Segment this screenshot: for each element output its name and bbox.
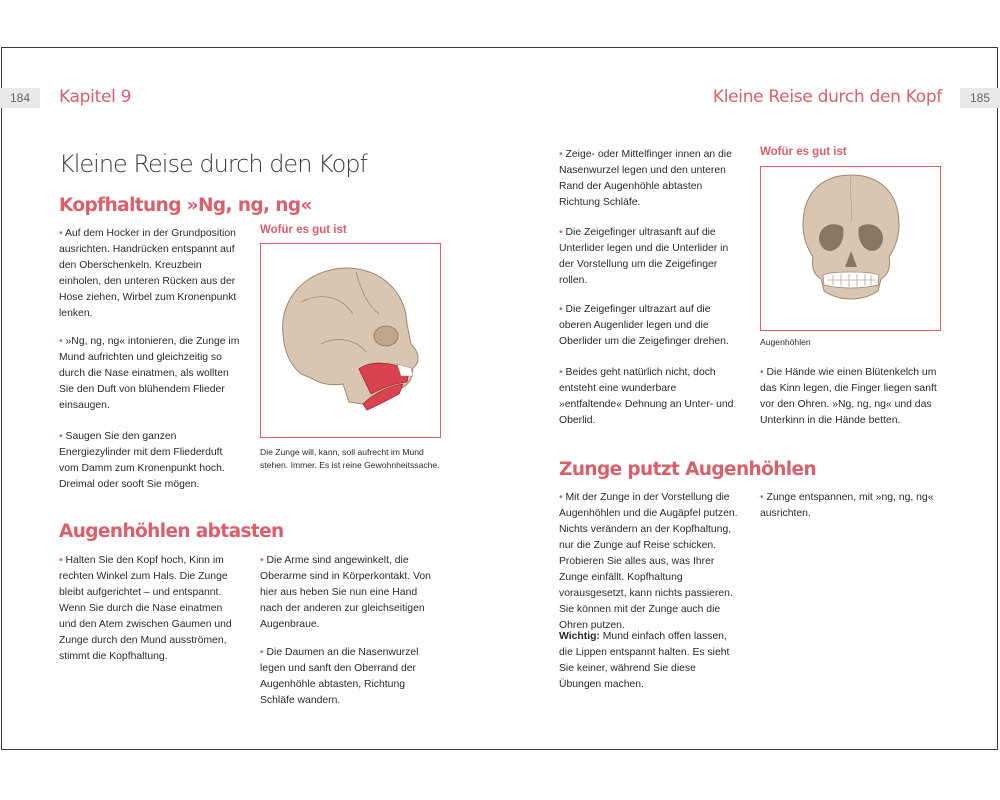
paragraph-text: Auf dem Hocker in der Grundposition ausrichten. Handrücken entspannt auf den Oberschenkeln. Kreuzbein einholen, den unteren Rücken aus der Hose ziehen, Wirbel zum Kronenpunkt lenken.: [59, 228, 237, 319]
bullet: •: [559, 304, 563, 315]
warning-paragraph: [559, 629, 740, 693]
bullet: •: [59, 555, 63, 566]
bullet: •: [59, 228, 63, 239]
paragraph-text: Zunge entspannen, mit »ng, ng, ng« ausrichten.: [760, 492, 934, 519]
warning-text: Mund einfach offen lassen, die Lippen entspannt halten. Es sieht Sie keiner, während Sie diese Übungen machen.: [559, 631, 730, 690]
page-number-right: 185: [960, 88, 1000, 108]
bullet: •: [59, 336, 63, 347]
skull-front-illustration: [761, 167, 940, 330]
section-heading-augenhoehlen: Augenhöhlen abtasten: [59, 521, 284, 542]
skull-front-figure: [760, 166, 941, 331]
skull-side-figure: [260, 243, 441, 438]
bullet: •: [760, 492, 764, 503]
bullet: •: [559, 367, 563, 378]
page-title: Kleine Reise durch den Kopf: [59, 150, 367, 178]
paragraph: [260, 553, 441, 633]
paragraph-text: Saugen Sie den ganzen Energiezylinder mit dem Fliederduft vom Damm zum Kronenpunkt hoch. Dreimal oder sooft Sie mögen.: [59, 431, 225, 490]
warning-label: Wichtig:: [559, 631, 600, 642]
paragraph: [59, 226, 240, 322]
paragraph: [559, 490, 740, 634]
paragraph: [559, 302, 740, 350]
paragraph-text: Die Zeigefinger ultrasanft auf die Unterlider legen und die Unterlider in der Vorstellung um die Zeigefinger rollen.: [559, 227, 729, 286]
figure-caption-right: Augenhöhlen: [760, 337, 811, 347]
paragraph: [59, 429, 240, 493]
paragraph: [59, 553, 240, 665]
section-heading-zunge: Zunge putzt Augenhöhlen: [559, 459, 817, 480]
section-heading-kopfhaltung: Kopfhaltung »Ng, ng, ng«: [59, 195, 312, 216]
paragraph-text: Mit der Zunge in der Vorstellung die Augenhöhlen und die Augäpfel putzen. Nichts verändern an der Kopfhaltung, nur die Zunge auf Reise schicken. Probieren Sie alles aus, was Ihrer Zunge einfällt. Kopfhaltung vorausgesetzt, kann nichts passieren. Sie können mit der Zunge auch die Ohren putzen.: [559, 492, 738, 631]
bullet: •: [59, 431, 63, 442]
figure-label-right: Wofür es gut ist: [760, 146, 847, 158]
paragraph: [559, 365, 740, 429]
bullet: •: [559, 492, 563, 503]
figure-label-left: Wofür es gut ist: [260, 224, 347, 236]
paragraph: [260, 645, 441, 709]
bullet: •: [559, 227, 563, 238]
skull-side-illustration: [261, 244, 440, 437]
paragraph-text: Die Arme sind angewinkelt, die Oberarme sind in Körperkontakt. Von hier aus heben Sie nun eine Hand nach der anderen zur gleichseitigen Augenbraue.: [260, 555, 431, 630]
paragraph: [760, 365, 942, 429]
bullet: •: [559, 149, 563, 160]
paragraph-text: Die Daumen an die Nasenwurzel legen und sanft den Oberrand der Augenhöhle abtasten, Richtung Schläfe wandern.: [260, 647, 419, 706]
paragraph-text: Zeige- oder Mittelfinger innen an die Nasenwurzel legen und den unteren Rand der Augenhöhle abtasten Richtung Schläfe.: [559, 149, 732, 208]
paragraph: [559, 147, 740, 211]
paragraph: [559, 225, 740, 289]
paragraph-text: Beides geht natürlich nicht, doch entsteht eine wunderbare »entfaltende« Dehnung an Unter- und Oberlid.: [559, 367, 734, 426]
running-head-right: Kleine Reise durch den Kopf: [712, 87, 942, 107]
bullet: •: [260, 647, 264, 658]
figure-caption-left: Die Zunge will, kann, soll aufrecht im Mund stehen. Immer. Es ist reine Gewohnheitssache.: [260, 447, 440, 470]
paragraph: [59, 334, 240, 414]
paragraph: [760, 490, 942, 522]
paragraph-text: »Ng, ng, ng« intonieren, die Zunge im Mund aufrichten und gleichzeitig so durch die Nase einatmen, als wollten Sie den Duft von blühendem Flieder einsaugen.: [59, 336, 240, 411]
paragraph-text: Halten Sie den Kopf hoch, Kinn im rechten Winkel zum Hals. Die Zunge bleibt aufgerichtet – und entspannt. Wenn Sie durch die Nase einatmen und den Atem zwischen Gaumen und Zunge durch den Mund ausströmen, stimmt die Kopfhaltung.: [59, 555, 232, 662]
running-head-left: Kapitel 9: [59, 87, 132, 107]
page-number-left: 184: [0, 88, 40, 108]
paragraph-text: Die Hände wie einen Blütenkelch um das Kinn legen, die Finger liegen sanft vor den Ohren. »Ng, ng, ng« und das Unterkinn in die Hände betten.: [760, 367, 937, 426]
paragraph-text: Die Zeigefinger ultrazart auf die oberen Augenlider legen und die Oberlider um die Zeigefinger drehen.: [559, 304, 729, 347]
bullet: •: [760, 367, 764, 378]
bullet: •: [260, 555, 264, 566]
